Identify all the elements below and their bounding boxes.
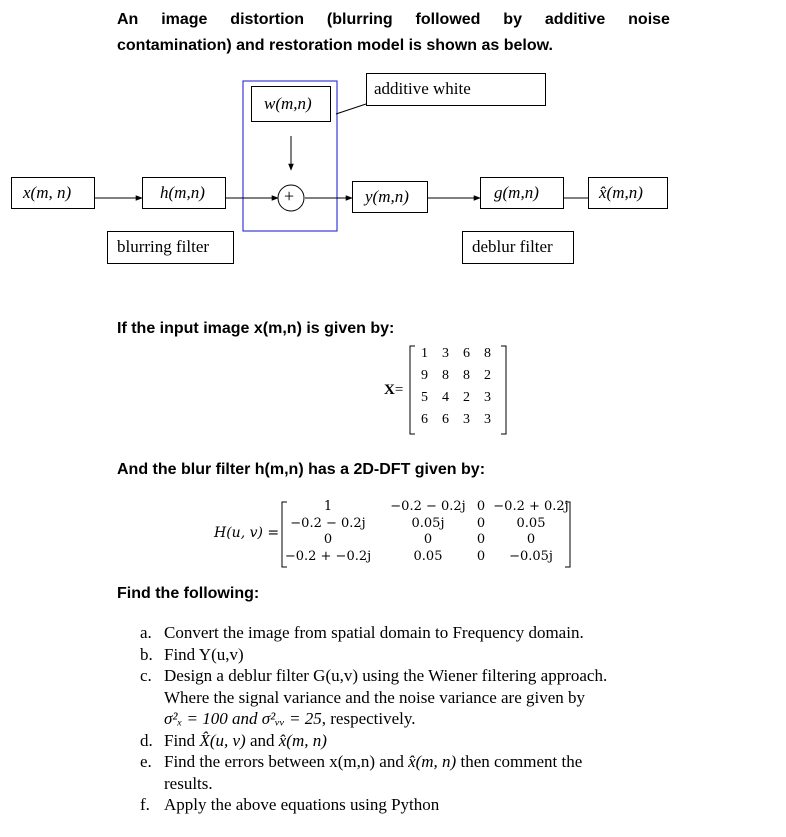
restored-signal-label: x̂(m,n): [599, 183, 643, 202]
additive-white-label: additive white: [374, 79, 471, 98]
blurring-filter-caption: blurring filter: [117, 237, 210, 256]
task-d: [140, 730, 660, 752]
filter-col-3: [474, 499, 488, 565]
matrix-cell: 9: [421, 368, 428, 383]
degraded-signal-box: [352, 181, 428, 213]
filter-lhs: H(u, v) =: [214, 525, 280, 541]
task-d-text: Find: [164, 730, 200, 750]
task-c-line: Design a deblur filter G(u,v) using the Wiener filtering approach.: [164, 666, 608, 685]
filter-cell: 0: [476, 548, 486, 564]
input-signal-label: x(m, n): [23, 183, 72, 202]
task-a: [140, 622, 660, 644]
matrix-lhs: [384, 382, 403, 399]
matrix-cell: 5: [421, 390, 428, 405]
intro-word: noise: [628, 11, 670, 28]
input-signal-box: [11, 177, 95, 209]
intro-word: additive: [544, 11, 606, 28]
task-e: [140, 751, 660, 794]
matrix-equals: =: [394, 382, 404, 398]
task-text: [164, 665, 660, 730]
task-d-math: x̂(m, n): [278, 730, 327, 750]
deblur-filter-caption: deblur filter: [472, 237, 553, 256]
task-c: [140, 665, 660, 730]
filter-cell: −0.2 − 0.2j: [290, 515, 366, 531]
intro-word: image: [161, 11, 208, 28]
filter-col-1: [284, 499, 372, 565]
filter-cell: 0.05: [413, 548, 443, 564]
filter-cell: 0: [476, 499, 486, 514]
input-matrix: [414, 346, 498, 434]
task-c-line: Where the signal variance and the noise variance are given by: [164, 687, 586, 707]
task-e-line: [164, 751, 660, 773]
filter-cell: −0.2 + 0.2j: [493, 499, 569, 514]
filter-cell: −0.2 + −0.2j: [284, 548, 372, 564]
task-d-math: X̂(u, v): [199, 730, 246, 750]
restored-signal-box: [588, 177, 668, 209]
variance-equation: σ²ₓ = 100 and σ²ᵥᵥ = 25: [164, 709, 322, 728]
filter-matrix: [284, 499, 572, 565]
matrix-cell: 1: [421, 346, 428, 361]
matrix-name: X: [384, 382, 395, 398]
filter-col-4: [490, 499, 572, 565]
intro-word: distortion: [230, 11, 305, 28]
task-marker: a.: [140, 623, 152, 642]
task-e-line: results.: [164, 773, 213, 793]
task-text: [164, 751, 660, 794]
task-marker: b.: [140, 644, 153, 664]
blurring-filter-caption-box: [107, 231, 234, 264]
filter-cell: 0: [323, 532, 333, 547]
variance-suffix: , respectively.: [321, 709, 416, 728]
matrix-cell: 3: [484, 412, 491, 427]
intro-word: (blurring: [326, 11, 393, 28]
matrix-cell: 3: [442, 346, 449, 361]
task-e-text: then comment the: [456, 752, 583, 771]
intro-line-2: contamination) and restoration model is shown as below.: [117, 37, 553, 54]
matrix-cell: 2: [463, 390, 470, 405]
filter-cell: 1: [323, 499, 333, 514]
task-text: Apply the above equations using Python: [164, 795, 440, 814]
noise-box: [251, 86, 331, 122]
matrix-cell: 6: [421, 412, 428, 427]
filter-cell: 0.05j: [411, 515, 445, 531]
matrix-cell: 8: [484, 346, 491, 361]
matrix-cell: 3: [484, 390, 491, 405]
intro-word: by: [503, 11, 522, 28]
task-e-text: Find the errors between x(m,n) and: [164, 752, 409, 771]
tasks-heading: Find the following:: [117, 585, 260, 602]
filter-col-2: [382, 499, 474, 565]
filter-cell: 0.05: [516, 515, 546, 531]
input-heading: If the input image x(m,n) is given by:: [117, 320, 395, 337]
intro-word: followed: [415, 11, 481, 28]
task-f: [140, 794, 660, 816]
task-list: [140, 622, 660, 816]
task-text: [164, 730, 660, 752]
matrix-cell: 4: [442, 390, 449, 405]
matrix-cell: 3: [463, 412, 470, 427]
filter-cell: 0: [526, 532, 536, 547]
deblur-filter-label: g(m,n): [494, 183, 539, 202]
additive-white-box: [366, 73, 546, 106]
matrix-cell: 6: [463, 346, 470, 361]
filter-cell: −0.2 − 0.2j: [390, 499, 466, 514]
deblur-filter-caption-box: [462, 231, 574, 264]
task-marker: f.: [140, 795, 150, 814]
task-marker: c.: [140, 666, 152, 685]
degraded-signal-label: y(m,n): [365, 187, 409, 206]
intro-word: An: [117, 11, 139, 28]
noise-label: w(m,n): [264, 94, 312, 113]
filter-cell: −0.05j: [509, 548, 553, 564]
callout-line: [336, 104, 366, 114]
task-c-line: [164, 708, 660, 730]
filter-heading: And the blur filter h(m,n) has a 2D-DFT given by:: [117, 461, 486, 478]
filter-cell: 0: [423, 532, 433, 547]
task-e-math: x̂(m, n): [408, 752, 457, 771]
matrix-cell: 2: [484, 368, 491, 383]
matrix-cell: 8: [463, 368, 470, 383]
blur-filter-box: [142, 177, 226, 209]
task-text: Convert the image from spatial domain to Frequency domain.: [164, 623, 584, 642]
blur-filter-label: h(m,n): [160, 183, 205, 202]
task-marker: d.: [140, 730, 153, 750]
matrix-cell: 8: [442, 368, 449, 383]
diagram-connectors: [0, 0, 786, 330]
task-d-text: and: [245, 730, 279, 750]
deblur-filter-box: [480, 177, 564, 209]
filter-cell: 0: [476, 532, 486, 547]
task-text: Find Y(u,v): [164, 644, 244, 664]
plus-icon: +: [284, 186, 295, 206]
task-b: [140, 644, 660, 666]
matrix-cell: 6: [442, 412, 449, 427]
filter-cell: 0: [476, 515, 486, 531]
task-marker: e.: [140, 752, 152, 771]
